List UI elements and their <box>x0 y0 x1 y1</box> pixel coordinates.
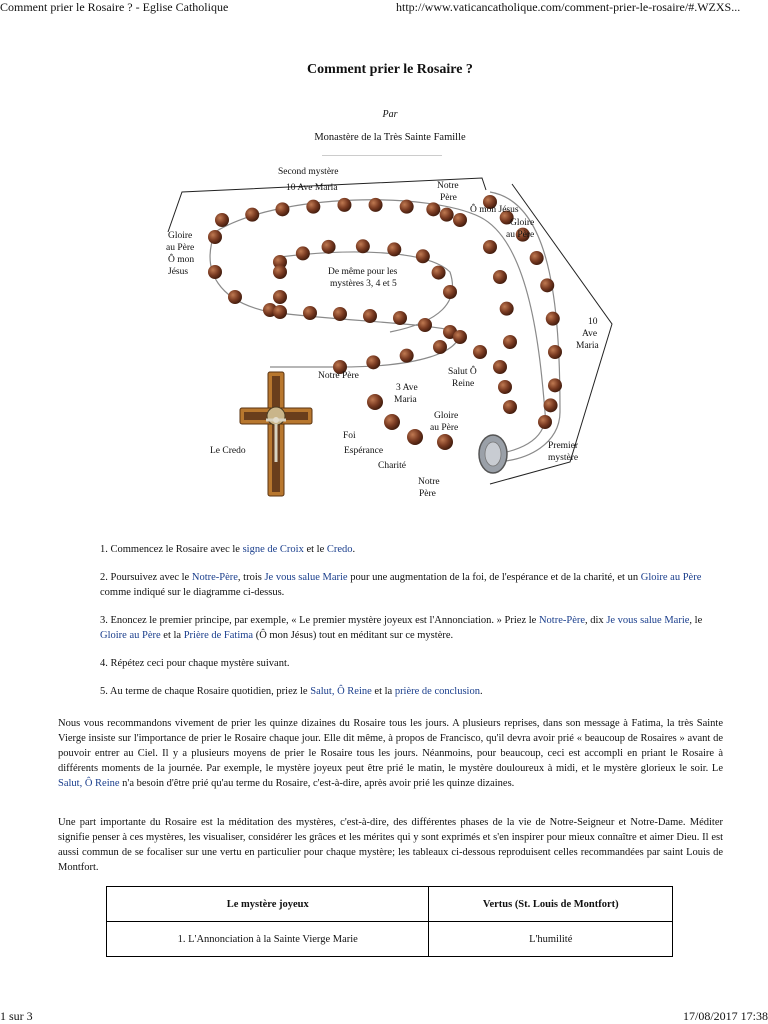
label-gloire-right-1: Gloire <box>510 218 535 228</box>
step-2: 2. Poursuivez avec le Notre-Père, trois Je vous salue Marie pour une augmentation de la foi, de l'espérance et de la charité, et un Gloire au Père comme indiqué sur le diagramme ci-dessus. <box>100 572 702 598</box>
label-gloire-right-2: au Père <box>506 230 535 240</box>
label-meme-2: mystères 3, 4 et 5 <box>330 279 397 289</box>
bead <box>333 307 347 321</box>
bead <box>426 202 440 216</box>
bead <box>418 318 432 332</box>
paragraph-recommendation: Nous vous recommandons vivement de prier les quinze dizaines du Rosaire tous les jours. A plusieurs reprises, dans son message à Fatima, la très Sainte Vierge insiste sur l'importance de prier le Rosaire chaque jour. Elle dit même, à propos de Francisco, qu'il devra avoir prié « beaucoup de Rosaires » avant de pouvoir entrer au Ciel. Il y a plusieurs moyens de prier le Rosaire tous les jours. Néanmoins, pour beaucoup, ceci est accompli en priant le Rosaire à différents moments de la journée. Par exemple, le mystère joyeux peut être prié le matin, le mystère douloureux à midi, et le mystère glorieux le soir. Le Salut, Ô Reine n'a besoin d'être prié qu'au terme du Rosaire, c'est-à-dire, après avoir prié les quinze dizaines. <box>58 718 723 789</box>
label-o-mon-jesus-right: Ô mon Jésus <box>470 205 519 215</box>
paragraph-meditation: Une part importante du Rosaire est la méditation des mystères, c'est-à-dire, des différentes phases de la vie de Notre-Seigneur et Notre-Dame. Méditer signifie penser à ces mystères, les visualiser, considérer les grâces et les mérites qui y sont exprimés et s'en inspirer pour mieux connaître et aimer Dieu. Il est aussi commun de se focaliser sur une vertu en particulier pour chaque mystère; les tableaux ci-dessous reproduisent celles recommandées par saint Louis de Montfort. <box>58 817 723 873</box>
bead <box>208 230 222 244</box>
label-notre-bottom-2: Père <box>419 489 436 499</box>
bead <box>540 278 554 292</box>
label-gloire-left-1: Gloire <box>168 231 193 241</box>
label-gloire-left-2: au Père <box>166 243 195 253</box>
label-premier-1: Premier <box>548 441 579 451</box>
table-header-cell: Le mystère joyeux <box>107 887 429 922</box>
label-salut-1: Salut Ô <box>448 367 477 377</box>
label-gloire-left-3: Ô mon <box>168 255 195 265</box>
link-priere-de-conclusion[interactable]: prière de conclusion <box>394 686 480 697</box>
bead <box>366 355 380 369</box>
bead <box>208 265 222 279</box>
link-credo[interactable]: Credo <box>326 544 353 555</box>
label-second-mystery: Second mystère <box>278 167 339 177</box>
bead <box>306 200 320 214</box>
label-credo: Le Credo <box>210 446 246 456</box>
bead <box>503 400 517 414</box>
rosary-diagram <box>160 162 620 502</box>
label-foi: Foi <box>343 431 356 441</box>
prayer-steps-list <box>100 542 730 712</box>
bead <box>296 246 310 260</box>
bead <box>432 266 446 280</box>
label-gloire-low-1: Gloire <box>434 411 459 421</box>
print-header-url: http://www.vaticancatholique.com/comment-prier-le-rosaire/#.WZXS... <box>396 0 741 14</box>
bead <box>245 208 259 222</box>
title-divider <box>322 155 442 156</box>
bead <box>400 349 414 363</box>
bead <box>493 360 507 374</box>
bead <box>493 270 507 284</box>
bead <box>228 290 242 304</box>
bead <box>443 285 457 299</box>
label-gloire-left-4: Jésus <box>168 267 189 277</box>
table-cell: 1. L'Annonciation à la Sainte Vierge Marie <box>107 922 429 957</box>
bead <box>273 265 287 279</box>
label-meme-1: De même pour les <box>328 267 398 277</box>
label-esperance: Espérance <box>344 446 384 456</box>
bead <box>384 414 400 430</box>
link-gloire-au-pere[interactable]: Gloire au Père <box>640 572 702 583</box>
bead <box>275 202 289 216</box>
print-footer-datetime: 17/08/2017 17:38 <box>682 1009 768 1023</box>
link-salut-o-reine[interactable]: Salut, Ô Reine <box>310 686 372 697</box>
bead <box>416 249 430 263</box>
mysteries-table <box>106 886 673 957</box>
bead <box>473 345 487 359</box>
link-je-vous-salue-marie[interactable]: Je vous salue Marie <box>606 615 690 626</box>
step-5: 5. Au terme de chaque Rosaire quotidien, priez le Salut, Ô Reine et la prière de conclusion. <box>100 686 483 697</box>
link-signe-de-croix[interactable]: signe de Croix <box>242 544 304 555</box>
link-priere-de-fatima[interactable]: Prière de Fatima <box>183 630 254 641</box>
bead <box>437 434 453 450</box>
label-premier-2: mystère <box>548 453 579 463</box>
bead <box>363 309 377 323</box>
bead <box>440 208 454 222</box>
bead <box>548 378 562 392</box>
link-je-vous-salue-marie[interactable]: Je vous salue Marie <box>264 572 348 583</box>
bead <box>337 198 351 212</box>
label-salut-2: Reine <box>452 379 475 389</box>
label-10-ave-right-2: Ave <box>582 329 598 339</box>
table-cell: L'humilité <box>429 922 673 957</box>
bead <box>215 213 229 227</box>
label-notre-bottom-1: Notre <box>418 477 440 487</box>
bead <box>433 340 447 354</box>
table-header-row <box>107 887 673 922</box>
label-10-ave-top: 10 Ave Maria <box>286 183 338 193</box>
label-gloire-low-2: au Père <box>430 423 459 433</box>
bead <box>538 415 552 429</box>
label-notre-top-1: Notre <box>437 181 459 191</box>
table-header-cell: Vertus (St. Louis de Montfort) <box>429 887 673 922</box>
label-3-ave-2: Maria <box>394 395 417 405</box>
bead <box>453 213 467 227</box>
bead <box>322 240 336 254</box>
label-3-ave-1: 3 Ave <box>396 383 418 393</box>
bead <box>453 330 467 344</box>
bead <box>407 429 423 445</box>
bead <box>393 311 407 325</box>
bead <box>367 394 383 410</box>
bead <box>546 312 560 326</box>
label-charite: Charité <box>378 461 406 471</box>
step-4: 4. Répétez ceci pour chaque mystère suivant. <box>100 658 290 669</box>
bead <box>369 198 383 212</box>
table-row <box>107 922 673 957</box>
bead <box>387 242 401 256</box>
link-gloire-au-pere[interactable]: Gloire au Père <box>100 630 161 641</box>
bead <box>273 290 287 304</box>
step-1: 1. Commencez le Rosaire avec le signe de Croix et le Credo. <box>100 544 356 555</box>
link-notre-pere[interactable]: Notre-Père <box>191 572 238 583</box>
bead <box>498 380 512 394</box>
link-notre-pere[interactable]: Notre-Père <box>538 615 586 626</box>
bead <box>400 200 414 214</box>
label-10-ave-right-1: 10 <box>588 317 598 327</box>
crucifix <box>240 372 312 496</box>
article-byline: Par <box>382 109 398 120</box>
bead <box>303 306 317 320</box>
print-footer-page: 1 sur 3 <box>0 1009 33 1023</box>
print-header-title: Comment prier le Rosaire ? - Eglise Catholique <box>0 0 229 14</box>
bead <box>530 251 544 265</box>
bead <box>548 345 562 359</box>
label-notre-top-2: Père <box>440 193 457 203</box>
label-10-ave-right-3: Maria <box>576 341 599 351</box>
bead <box>483 240 497 254</box>
bead <box>356 239 370 253</box>
article-author: Monastère de la Très Sainte Famille <box>314 132 466 143</box>
bead <box>544 398 558 412</box>
bead <box>273 305 287 319</box>
bead <box>503 335 517 349</box>
link-salut-o-reine-inline[interactable]: Salut, Ô Reine <box>58 778 120 789</box>
bead <box>500 302 514 316</box>
label-notre-pere-mid: Notre Père <box>318 371 359 381</box>
article-title: Comment prier le Rosaire ? <box>307 62 473 77</box>
step-3: 3. Enoncez le premier principe, par exemple, « Le premier mystère joyeux est l'Annonciation. » Priez le Notre-Père, dix Je vous salue Marie, le Gloire au Père et la Prière de Fatima (Ô mon Jésus) tout en méditant sur ce mystère. <box>100 615 703 641</box>
